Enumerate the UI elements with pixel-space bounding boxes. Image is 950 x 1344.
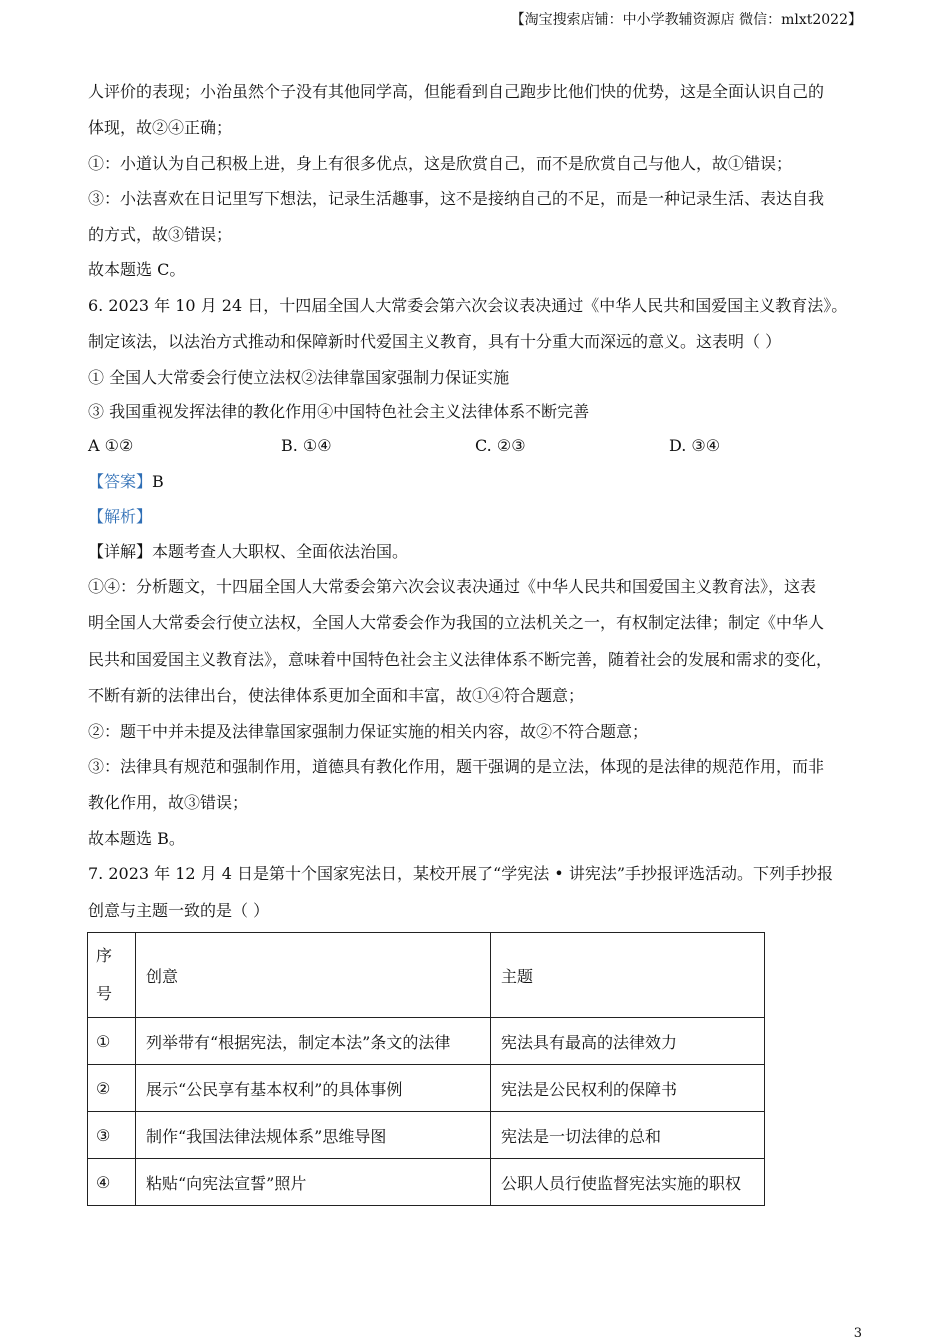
row-theme: 公职人员行使监督宪法实施的职权 bbox=[491, 1159, 765, 1206]
row-number: ③ bbox=[88, 1112, 136, 1159]
text-line: 的方式，故③错误； bbox=[88, 225, 233, 244]
row-idea: 展示“公民享有基本权利”的具体事例 bbox=[136, 1065, 491, 1112]
question-6-options bbox=[88, 436, 768, 456]
text-line: ①：小道认为自己积极上进，身上有很多优点，这是欣赏自己，而不是欣赏自己与他人，故①错误； bbox=[88, 154, 793, 173]
question-6-statement: ③ 我国重视发挥法律的教化作用④中国特色社会主义法律体系不断完善 bbox=[88, 402, 590, 421]
text-line: 人评价的表现；小治虽然个子没有其他同学高，但能看到自己跑步比他们快的优势，这是全面认识自己的 bbox=[88, 82, 825, 101]
row-idea: 制作“我国法律法规体系”思维导图 bbox=[136, 1112, 491, 1159]
explanation-line: 不断有新的法律出台，使法律体系更加全面和丰富，故①④符合题意； bbox=[88, 686, 585, 705]
question-7-stem: 7. 2023 年 12 月 4 日是第十个国家宪法日，某校开展了“学宪法 • 讲宪法”手抄报评选活动。下列手抄报 bbox=[88, 864, 834, 883]
row-idea: 粘贴“向宪法宣誓”照片 bbox=[136, 1159, 491, 1206]
explanation-line: 教化作用，故③错误； bbox=[88, 793, 249, 812]
table-row bbox=[88, 1018, 765, 1065]
explanation-line: 明全国人大常委会行使立法权，全国人大常委会作为我国的立法机关之一，有权制定法律；制定《中华人 bbox=[88, 613, 825, 632]
header-number-2: 号 bbox=[96, 984, 113, 1003]
explanation-line: ②：题干中并未提及法律靠国家强制力保证实施的相关内容，故②不符合题意； bbox=[88, 722, 649, 741]
text-line: 故本题选 C。 bbox=[88, 260, 186, 279]
text-line: ③：小法喜欢在日记里写下想法，记录生活趣事，这不是接纳自己的不足，而是一种记录生活、表达自我 bbox=[88, 189, 825, 208]
question-7-table bbox=[87, 932, 765, 1206]
table-header-row bbox=[88, 933, 765, 1018]
table-row bbox=[88, 1159, 765, 1206]
option-d: D. ③④ bbox=[669, 436, 721, 455]
header-idea-cell: 创意 bbox=[136, 933, 491, 1018]
answer-label: 【答案】 bbox=[88, 472, 153, 491]
row-idea: 列举带有“根据宪法，制定本法”条文的法律 bbox=[136, 1018, 491, 1065]
detail-line: 【详解】本题考查人大职权、全面依法治国。 bbox=[88, 542, 409, 561]
header-theme-cell: 主题 bbox=[491, 933, 765, 1018]
answer-line bbox=[88, 472, 164, 492]
question-6-stem: 制定该法，以法治方式推动和保障新时代爱国主义教育，具有十分重大而深远的意义。这表明（ ） bbox=[88, 332, 782, 351]
table-row bbox=[88, 1112, 765, 1159]
row-theme: 宪法是一切法律的总和 bbox=[491, 1112, 765, 1159]
explanation-line: ①④：分析题文，十四届全国人大常委会第六次会议表决通过《中华人民共和国爱国主义教育法》，这表 bbox=[88, 577, 817, 596]
row-number: ① bbox=[88, 1018, 136, 1065]
explanation-line: 民共和国爱国主义教育法》，意味着中国特色社会主义法律体系不断完善，随着社会的发展和需求的变化， bbox=[88, 650, 833, 669]
row-theme: 宪法是公民权利的保障书 bbox=[491, 1065, 765, 1112]
question-7-stem: 创意与主题一致的是（ ） bbox=[88, 901, 270, 920]
text-line: 体现，故②④正确； bbox=[88, 118, 233, 137]
option-b: B. ①④ bbox=[281, 436, 332, 455]
option-c: C. ②③ bbox=[475, 436, 526, 455]
option-a: A ①② bbox=[88, 436, 134, 455]
page-number: 3 bbox=[853, 1326, 862, 1341]
header-number-cell bbox=[88, 933, 136, 1018]
row-number: ② bbox=[88, 1065, 136, 1112]
question-6-stem: 6. 2023 年 10 月 24 日，十四届全国人大常委会第六次会议表决通过《中华人民共和国爱国主义教育法》。 bbox=[88, 296, 848, 315]
row-theme: 宪法具有最高的法律效力 bbox=[491, 1018, 765, 1065]
row-number: ④ bbox=[88, 1159, 136, 1206]
table-row bbox=[88, 1065, 765, 1112]
conclusion-line: 故本题选 B。 bbox=[88, 829, 185, 848]
analysis-label: 【解析】 bbox=[88, 507, 153, 526]
page-header: 【淘宝搜索店铺：中小学教辅资源店 微信：mlxt2022】 bbox=[510, 12, 862, 28]
header-number-1: 序 bbox=[96, 946, 113, 965]
question-6-statement: ① 全国人大常委会行使立法权②法律靠国家强制力保证实施 bbox=[88, 368, 510, 387]
explanation-line: ③：法律具有规范和强制作用，道德具有教化作用，题干强调的是立法，体现的是法律的规范作用，而非 bbox=[88, 757, 825, 776]
answer-value: B bbox=[152, 472, 164, 491]
